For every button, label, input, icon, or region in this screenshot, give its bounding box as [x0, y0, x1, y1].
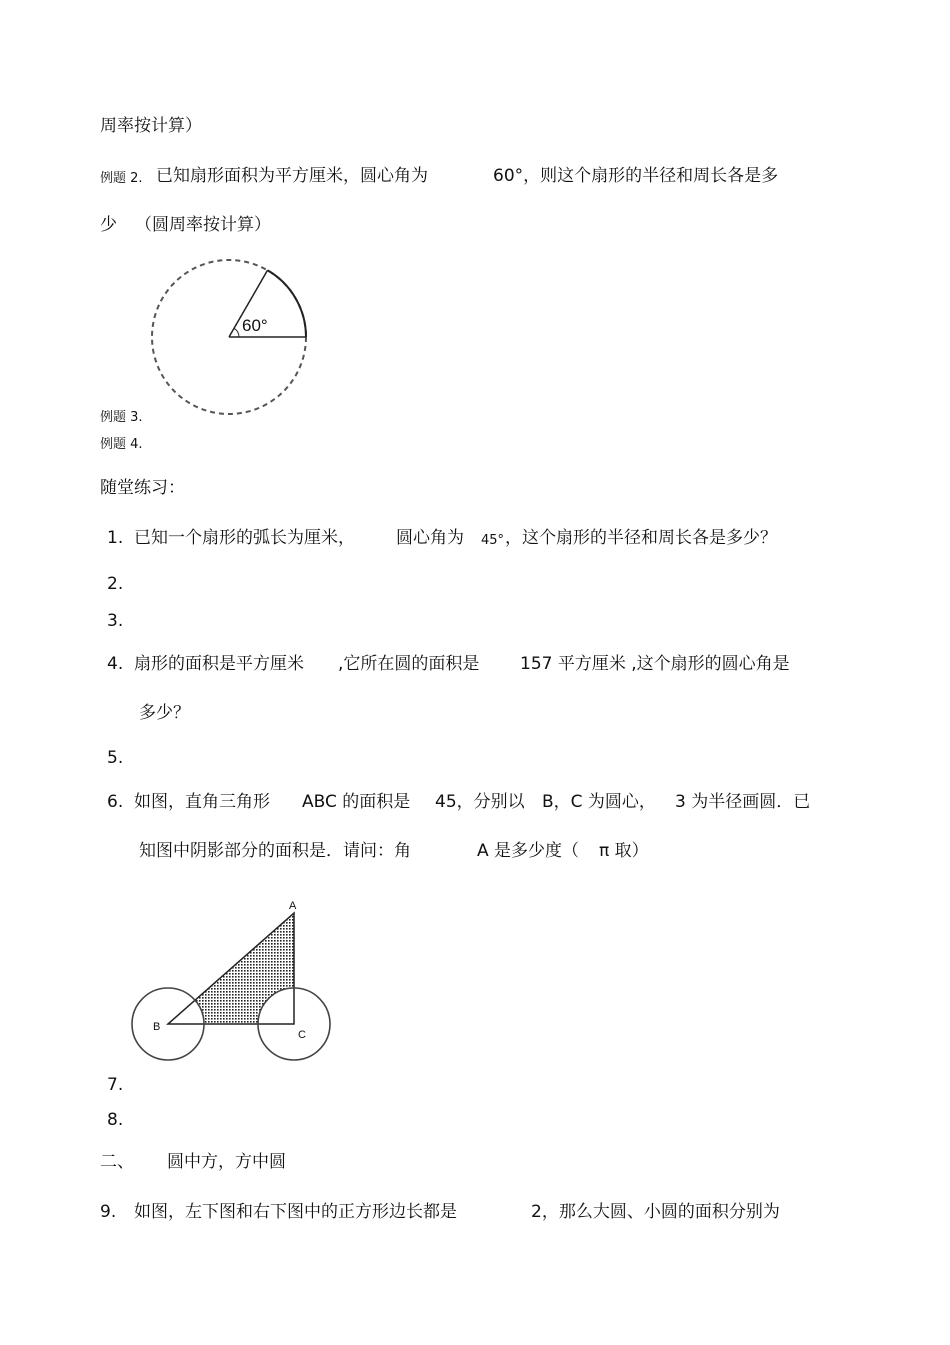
example-2-text-b: 60°，则这个扇形的半径和周长各是多: [493, 166, 779, 186]
sector-arc: [268, 270, 307, 337]
example-2-text-d: （圆周率按计算）: [135, 215, 271, 235]
q4-text-c: 157 平方厘米 ,这个扇形的圆心角是: [520, 654, 790, 674]
q6-text-a: 如图，直角三角形: [134, 792, 270, 812]
practice-heading: 随堂练习：: [100, 478, 185, 498]
q9-number: 9.: [100, 1202, 117, 1222]
sector-figure: [147, 253, 317, 423]
section-2-title: 圆中方，方中圆: [167, 1152, 286, 1172]
q4-text-a: 扇形的面积是平方厘米: [134, 654, 304, 674]
q6-text-b: ABC 的面积是: [302, 792, 411, 812]
triangle-circles-figure: [130, 895, 350, 1065]
q4-number: 4.: [107, 654, 124, 674]
example-4-label: 例题 4.: [100, 437, 143, 452]
q1-number: 1.: [107, 528, 124, 548]
vertex-a-label: A: [289, 900, 297, 912]
angle-mark: [234, 328, 239, 337]
q6-text-f: 知图中阴影部分的面积是．请问：角: [139, 841, 411, 861]
angle-label: 60°: [242, 316, 268, 335]
q8-number: 8.: [107, 1110, 124, 1130]
q6-text-g: A 是多少度（: [477, 841, 580, 861]
section-2-number: 二、: [100, 1152, 134, 1172]
q4-text-d: 多少？: [139, 703, 190, 723]
example-2-label: 例题 2.: [100, 171, 143, 186]
vertex-b-label: B: [153, 1021, 161, 1033]
q2-number: 2.: [107, 574, 124, 594]
q6-number: 6.: [107, 792, 124, 812]
q6-text-c: 45，分别以: [435, 792, 525, 812]
q6-text-e: 3 为半径画圆．已: [675, 792, 811, 812]
q9-text-a: 如图，左下图和右下图中的正方形边长都是: [134, 1202, 457, 1222]
q6-text-h: π 取）: [599, 841, 649, 861]
q3-number: 3.: [107, 611, 124, 631]
q1-text-c: ，这个扇形的半径和周长各是多少？: [505, 528, 777, 548]
q1-text-b: 圆心角为: [396, 528, 464, 548]
line-continuation: 周率按计算）: [100, 116, 202, 136]
q4-text-b: ,它所在圆的面积是: [338, 654, 480, 674]
q6-text-d: B，C 为圆心，: [542, 792, 656, 812]
q9-text-b: 2，那么大圆、小圆的面积分别为: [531, 1202, 780, 1222]
example-2-text-c: 少: [100, 215, 117, 235]
example-2-text-a: 已知扇形面积为平方厘米，圆心角为: [156, 166, 428, 186]
q5-number: 5.: [107, 748, 124, 768]
example-3-label: 例题 3.: [100, 410, 143, 425]
q1-text-a: 已知一个扇形的弧长为厘米，: [134, 528, 355, 548]
q1-degree: 45°: [481, 533, 505, 548]
vertex-c-label: C: [298, 1029, 306, 1041]
q7-number: 7.: [107, 1075, 124, 1095]
